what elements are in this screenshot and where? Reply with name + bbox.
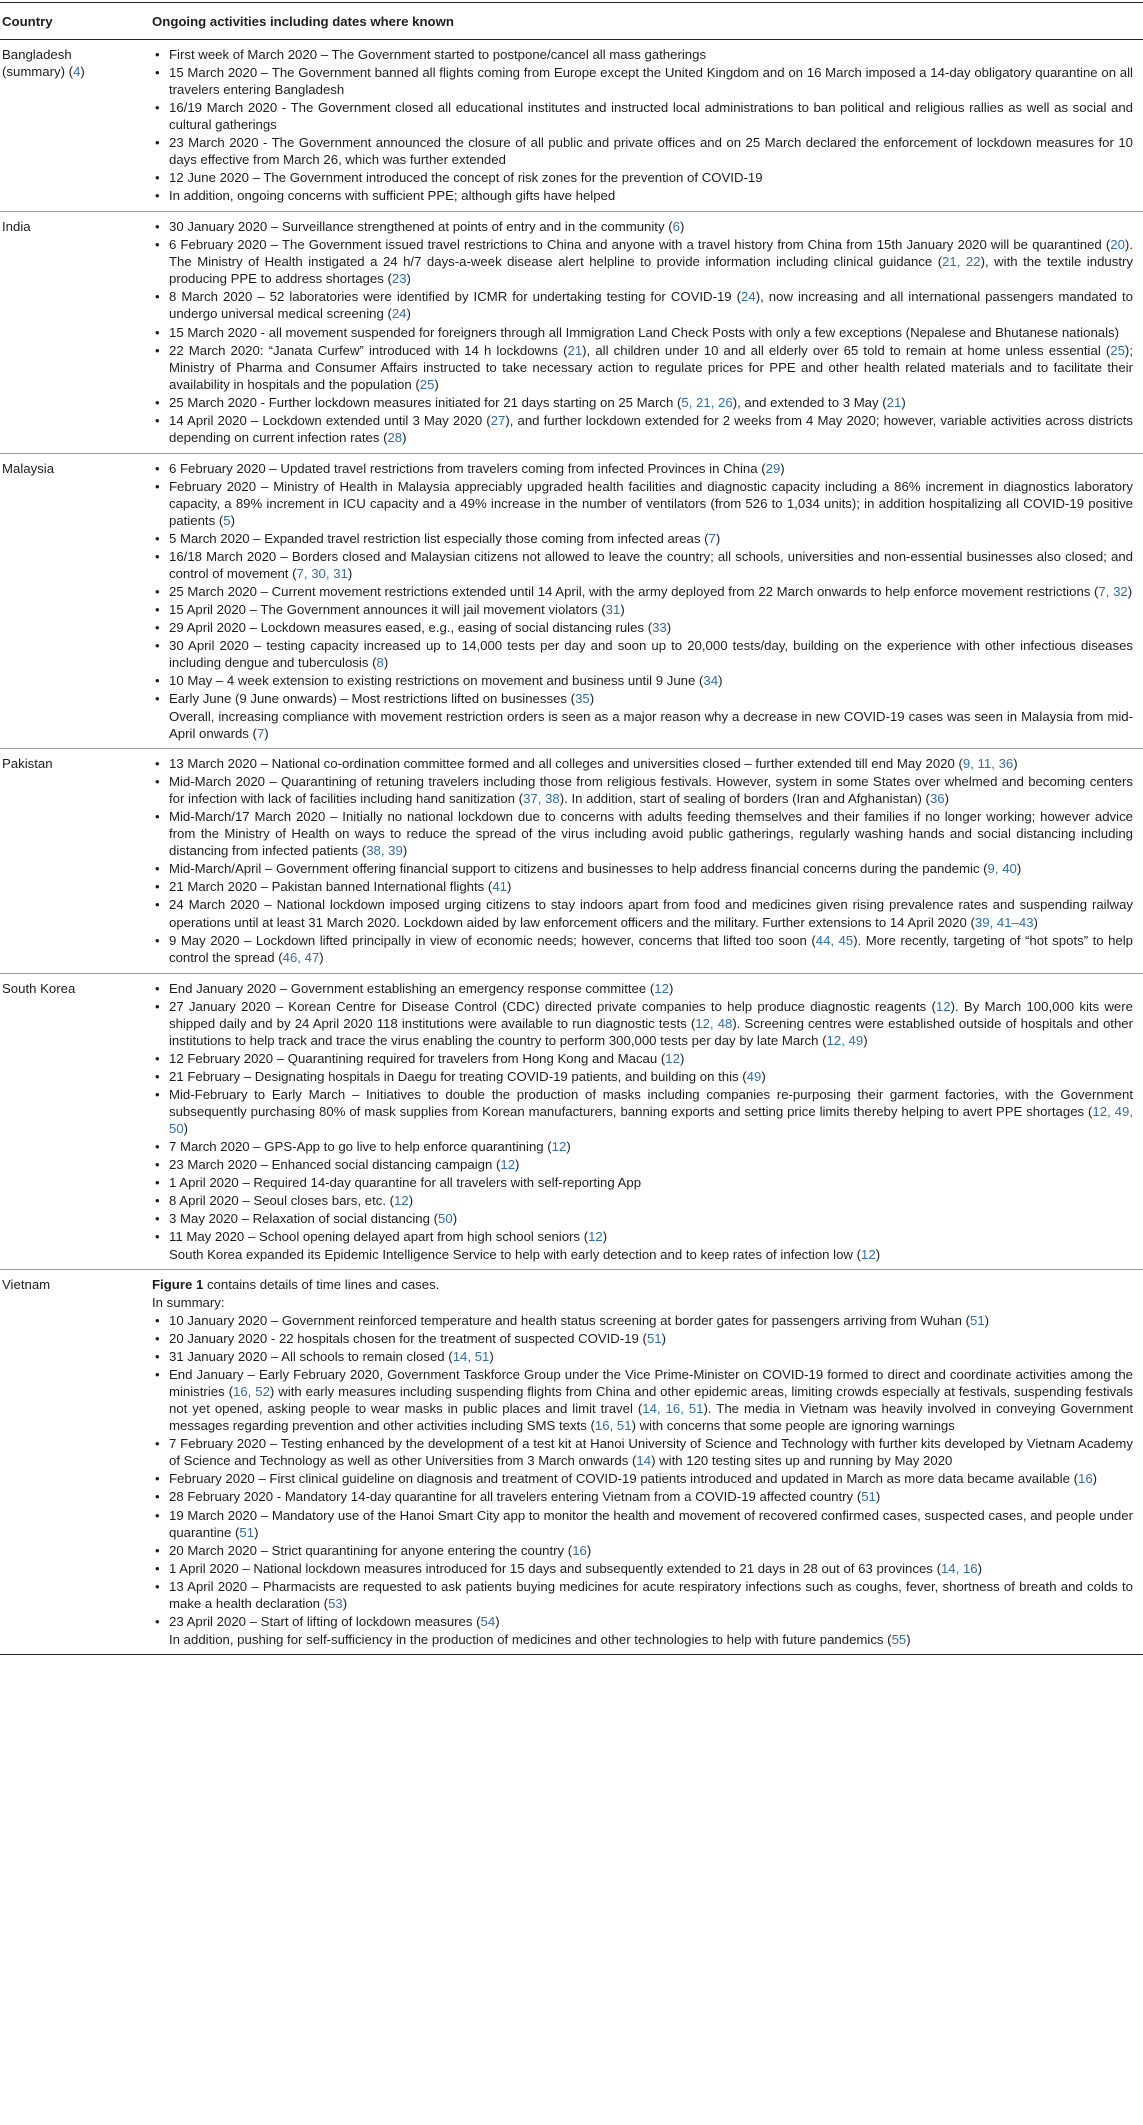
figure-intro (152, 1276, 1133, 1293)
reference-link[interactable]: 35 (575, 691, 590, 707)
table-header (0, 3, 1143, 40)
list-item: • 16/19 March 2020 - The Government closed all educational institutes and instructed local administrations to ban political and religious rallies as well as social and cultural gatherings (152, 99, 1133, 133)
reference-link[interactable]: 21 (567, 342, 583, 358)
reference-link[interactable]: 16 (1078, 1471, 1093, 1487)
reference-link[interactable]: 41 (492, 879, 507, 895)
reference-link[interactable]: 44, 45 (815, 932, 854, 948)
reference-link[interactable]: 7, 32 (1098, 583, 1128, 599)
reference-link[interactable]: 12 (861, 1247, 876, 1263)
list-item: • 13 April 2020 – Pharmacists are requested to ask patients buying medicines for acute respiratory infections such as coughs, fever, shortness of breath and colds to make a health declaration (53) (152, 1578, 1133, 1612)
reference-link[interactable]: 7, 30, 31 (296, 565, 348, 581)
reference-link[interactable]: 16 (572, 1542, 587, 1558)
reference-link[interactable]: 4 (73, 64, 81, 80)
list-item: • 20 January 2020 - 22 hospitals chosen for the treatment of suspected COVID-19 (51) (152, 1330, 1133, 1347)
list-item: • First week of March 2020 – The Government started to postpone/cancel all mass gatherings (152, 46, 1133, 63)
activities-cell (152, 755, 1143, 966)
table-row (0, 749, 1143, 973)
reference-link[interactable]: 54 (480, 1613, 496, 1629)
list-item: • 15 March 2020 – The Government banned all flights coming from Europe except the United Kingdom and on 16 March imposed a 14-day obligatory quarantine on all travelers entering Bangladesh (152, 64, 1133, 98)
table-row (0, 974, 1143, 1271)
reference-link[interactable]: 24 (391, 306, 407, 322)
reference-link[interactable]: 51 (861, 1489, 876, 1505)
list-item: • 13 March 2020 – National co-ordination committee formed and all colleges and universities closed – further extended till end May 2020 (9, 11, 36) (152, 755, 1133, 772)
activities-cell (152, 980, 1143, 1264)
reference-link[interactable]: 21 (886, 394, 902, 410)
reference-link[interactable]: 16, 52 (233, 1384, 270, 1400)
list-item: • 12 February 2020 – Quarantining required for travelers from Hong Kong and Macau (12) (152, 1050, 1133, 1067)
reference-link[interactable]: 25 (419, 376, 435, 392)
list-item: • 21 March 2020 – Pakistan banned International flights (41) (152, 878, 1133, 895)
reference-link[interactable]: 51 (969, 1313, 985, 1329)
reference-link[interactable]: 8 (376, 655, 384, 671)
country-name: Bangladesh (summary) (4) (2, 47, 85, 80)
reference-link[interactable]: 14 (636, 1453, 652, 1469)
reference-link[interactable]: 25 (1110, 342, 1125, 358)
figure-link[interactable]: Figure 1 (152, 1277, 204, 1293)
list-item: • 23 March 2020 - The Government announced the closure of all public and private offices and on 25 March declared the enforcement of lockdown measures for 10 days effective from March 26, which was further extended (152, 134, 1133, 168)
list-item: • 8 March 2020 – 52 laboratories were identified by ICMR for undertaking testing for COVID-19 (24), now increasing and all international passengers mandated to undergo universal medical screening (24) (152, 288, 1133, 322)
header-activities: Ongoing activities including dates where known (152, 14, 454, 29)
reference-link[interactable]: 38, 39 (366, 843, 403, 859)
reference-link[interactable]: 53 (328, 1595, 343, 1611)
reference-link[interactable]: 14, 16 (940, 1560, 978, 1576)
country-name: South Korea (2, 980, 76, 996)
activities-table (0, 2, 1143, 1655)
list-item: • Mid-March/April – Government offering financial support to citizens and businesses to help address financial concerns during the pandemic (9, 40) (152, 860, 1133, 877)
list-item: • 25 March 2020 – Current movement restrictions extended until 14 April, with the army deployed from 22 March onwards to help enforce movement restrictions (7, 32) (152, 583, 1133, 600)
reference-link[interactable]: 7 (708, 530, 716, 546)
header-country: Country (2, 14, 53, 29)
list-item: • End January 2020 – Government establishing an emergency response committee (12) (152, 980, 1133, 997)
reference-link[interactable]: 12 (665, 1050, 680, 1066)
reference-link[interactable]: 37, 38 (523, 791, 560, 807)
reference-link[interactable]: 23 (391, 271, 407, 287)
reference-link[interactable]: 29 (765, 460, 781, 476)
list-item: • Mid-March 2020 – Quarantining of retuning travelers including those from religious festivals. However, system in some States over whelmed and becoming centers for infection with lack of facilities including hand sanitization (37, 38). In addition, start of sealing of borders (Iran and Afghanistan) (36) (152, 773, 1133, 807)
activities-cell (152, 460, 1143, 743)
activity-list (152, 460, 1133, 707)
reference-link[interactable]: 12, 48 (695, 1015, 733, 1031)
activities-cell (152, 46, 1143, 205)
activity-list (152, 755, 1133, 965)
list-item: • 30 January 2020 – Surveillance strengthened at points of entry and in the community (6) (152, 218, 1133, 235)
list-item: • 24 March 2020 – National lockdown imposed urging citizens to stay indoors apart from food and medicines given rising prevalence rates and suspending railway operations until at least 31 March 2020. Lockdown aided by law enforcement officers and the military. Further extensions to 14 April 2020 (39, 41–43) (152, 896, 1133, 930)
reference-link[interactable]: 21, 22 (942, 254, 981, 270)
country-name: India (2, 219, 31, 235)
reference-link[interactable]: 12 (551, 1138, 567, 1154)
reference-link[interactable]: 31 (605, 601, 621, 617)
list-item: • 29 April 2020 – Lockdown measures eased, e.g., easing of social distancing rules (33) (152, 619, 1133, 636)
row-note: Overall, increasing compliance with movement restriction orders is seen as a major reason why a decrease in new COVID-19 cases was seen in Malaysia from mid-April onwards (7) (169, 709, 1133, 742)
activity-list (152, 46, 1133, 204)
list-item: • 31 January 2020 – All schools to remain closed (14, 51) (152, 1348, 1133, 1365)
list-item: • 22 March 2020: “Janata Curfew” introduced with 14 h lockdowns (21), all children under 10 and all elderly over 65 told to remain at home unless essential (25); Ministry of Pharma and Consumer Affairs instructed to take necessary action to regulate prices for PPE and other health related materials and to facilitate their availability in hospitals and the population (25) (152, 342, 1133, 393)
activities-cell (152, 218, 1143, 446)
list-item: • 10 May – 4 week extension to existing restrictions on movement and business until 9 June (34) (152, 672, 1133, 689)
activity-list (152, 1312, 1133, 1630)
summary-label: In summary: (152, 1295, 225, 1311)
reference-link[interactable]: 34 (703, 673, 719, 689)
list-item: • 16/18 March 2020 – Borders closed and Malaysian citizens not allowed to leave the country; all schools, universities and non-essential businesses also closed; and control of movement (7, 30, 31) (152, 548, 1133, 582)
list-item: • Mid-February to Early March – Initiatives to double the production of masks including companies re-purposing their garment factories, with the Government subsequently purchasing 80% of mask supplies from Korean manufacturers, banning exports and setting price limits thereby helping to avert PPE shortages (12, 49, 50) (152, 1086, 1133, 1137)
list-item: • 10 January 2020 – Government reinforced temperature and health status screening at border gates for passengers arriving from Wuhan (51) (152, 1312, 1133, 1329)
table-row (0, 1270, 1143, 1655)
table-row (0, 212, 1143, 453)
list-item: • February 2020 – Ministry of Health in Malaysia appreciably upgraded health facilities and diagnostic capacity including a 86% increment in diagnostics laboratory capacity, a 89% increment in ICU capacity and a 49% increase in the number of ventilators (from 526 to 1,034 units); in addition hospitalizing all COVID-19 positive patients (5) (152, 478, 1133, 529)
reference-link[interactable]: 5, 21, 26 (681, 394, 733, 410)
table-row (0, 454, 1143, 750)
list-item: • Mid-March/17 March 2020 – Initially no national lockdown due to concerns with adults feeding themselves and their families if no longer working; however advice from the Ministry of Health on ways to reduce the spread of the virus including avoid public gatherings, regularly washing hands and social distancing including distancing from infected patients (38, 39) (152, 808, 1133, 859)
list-item: • 15 March 2020 - all movement suspended for foreigners through all Immigration Land Check Posts with only a few exceptions (Nepalese and Bhutanese nationals) (152, 324, 1133, 341)
list-item: • 7 March 2020 – GPS-App to go live to help enforce quarantining (12) (152, 1138, 1133, 1155)
activities-cell (152, 1276, 1143, 1648)
reference-link[interactable]: 7 (256, 726, 265, 742)
list-item: • 19 March 2020 – Mandatory use of the Hanoi Smart City app to monitor the health and movement of recovered confirmed cases, suspected cases, and people under quarantine (51) (152, 1507, 1133, 1541)
reference-link[interactable]: 27 (490, 412, 506, 428)
reference-link[interactable]: 39, 41–43 (974, 914, 1034, 930)
list-item: • February 2020 – First clinical guideline on diagnosis and treatment of COVID-19 patients introduced and updated in March as more data became available (16) (152, 1470, 1133, 1487)
reference-link[interactable]: 24 (741, 289, 756, 305)
reference-link[interactable]: 12 (654, 980, 669, 996)
reference-link[interactable]: 14, 51 (452, 1349, 490, 1365)
reference-link[interactable]: 50 (438, 1211, 453, 1226)
reference-link[interactable]: 9, 11, 36 (962, 756, 1014, 772)
figure-intro-text: contains details of time lines and cases. (203, 1277, 440, 1293)
list-item: • 25 March 2020 - Further lockdown measures initiated for 21 days starting on 25 March (5, 21, 26), and extended to 3 May (21) (152, 394, 1133, 411)
reference-link[interactable]: 12 (935, 998, 951, 1014)
reference-link[interactable]: 14, 16, 51 (642, 1401, 704, 1417)
reference-link[interactable]: 12 (394, 1192, 409, 1208)
list-item: • 23 March 2020 – Enhanced social distancing campaign (12) (152, 1156, 1133, 1173)
reference-link[interactable]: 46, 47 (282, 949, 320, 965)
reference-link[interactable]: 20 (1110, 237, 1125, 253)
row-note: South Korea expanded its Epidemic Intelligence Service to help with early detection and to keep rates of infection low (12) (169, 1247, 881, 1263)
list-item: • In addition, ongoing concerns with sufficient PPE; although gifts have helped (152, 187, 1133, 204)
reference-link[interactable]: 12, 49, 50 (169, 1103, 1133, 1136)
reference-link[interactable]: 33 (652, 620, 667, 635)
list-item: • 3 May 2020 – Relaxation of social distancing (50) (152, 1210, 1133, 1227)
list-item: • 23 April 2020 – Start of lifting of lockdown measures (54) (152, 1613, 1133, 1630)
list-item: • 6 February 2020 – The Government issued travel restrictions to China and anyone with a travel history from China from 15th January 2020 will be quarantined (20). The Ministry of Health instigated a 24 h/7 days-a-week disease alert helpline to provide information including clinical guidance (21, 22), with the textile industry producing PPE to address shortages (23) (152, 236, 1133, 287)
activity-list (152, 218, 1133, 445)
reference-link[interactable]: 12, 49 (826, 1032, 864, 1048)
list-item: • End January – Early February 2020, Government Taskforce Group under the Vice Prime-Minister on COVID-19 formed to direct and coordinate activities among the ministries (16, 52) with early measures including suspending flights from China and other epidemic areas, limiting crowds especially at festivals, suspending festivals not yet opened, asking people to wear masks in public places and limit travel (14, 16, 51). The media in Vietnam was heavily involved in conveying Government messages regarding prevention and other activities including SMS texts (16, 51) with concerns that some people are ignoring warnings (152, 1366, 1133, 1434)
reference-link[interactable]: 51 (646, 1331, 662, 1347)
list-item: • 14 April 2020 – Lockdown extended until 3 May 2020 (27), and further lockdown extended for 2 weeks from 4 May 2020; however, variable activities across districts depending on current infection rates (28) (152, 412, 1133, 446)
reference-link[interactable]: 16, 51 (594, 1418, 632, 1434)
reference-link[interactable]: 36 (929, 791, 945, 807)
table-row (0, 40, 1143, 212)
list-item: • 1 April 2020 – Required 14-day quarantine for all travelers with self-reporting App (152, 1174, 1133, 1191)
reference-link[interactable]: 49 (746, 1068, 762, 1084)
list-item: • Early June (9 June onwards) – Most restrictions lifted on businesses (35) (152, 690, 1133, 707)
list-item: • 20 March 2020 – Strict quarantining for anyone entering the country (16) (152, 1542, 1133, 1559)
country-name: Malaysia (2, 460, 55, 476)
list-item: • 30 April 2020 – testing capacity increased up to 14,000 tests per day and soon up to 20,000 tests/day, building on the experience with other infectious diseases including dengue and tuberculosis (8) (152, 637, 1133, 671)
list-item: • 12 June 2020 – The Government introduced the concept of risk zones for the prevention of COVID-19 (152, 169, 1133, 186)
reference-link[interactable]: 9, 40 (987, 861, 1017, 877)
reference-link[interactable]: 51 (239, 1524, 255, 1540)
list-item: • 7 February 2020 – Testing enhanced by the development of a test kit at Hanoi University of Science and Technology with further kits developed by Vietnam Academy of Science and Technology as well as other Universities from 3 March onwards (14) with 120 testing sites up and running by May 2020 (152, 1435, 1133, 1469)
list-item: • 1 April 2020 – National lockdown measures introduced for 15 days and subsequently extended to 21 days in 28 out of 63 provinces (14, 16) (152, 1560, 1133, 1577)
country-name: Pakistan (2, 756, 53, 772)
list-item: • 5 March 2020 – Expanded travel restriction list especially those coming from infected areas (7) (152, 530, 1133, 547)
list-item: • 21 February – Designating hospitals in Daegu for treating COVID-19 patients, and building on this (49) (152, 1068, 1133, 1085)
list-item: • 6 February 2020 – Updated travel restrictions from travelers coming from infected Provinces in China (29) (152, 460, 1133, 477)
list-item: • 28 February 2020 - Mandatory 14-day quarantine for all travelers entering Vietnam from a COVID-19 affected country (51) (152, 1488, 1133, 1505)
list-item: • 15 April 2020 – The Government announces it will jail movement violators (31) (152, 601, 1133, 618)
row-note: In addition, pushing for self-sufficiency in the production of medicines and other technologies to help with future pandemics (55) (169, 1631, 911, 1647)
reference-link[interactable]: 55 (891, 1631, 907, 1647)
list-item: • 9 May 2020 – Lockdown lifted principally in view of economic needs; however, concerns that lifted too soon (44, 45). More recently, targeting of “hot spots” to help control the spread (46, 47) (152, 932, 1133, 966)
reference-link[interactable]: 5 (223, 512, 231, 528)
list-item: • 11 May 2020 – School opening delayed apart from high school seniors (12) (152, 1228, 1133, 1245)
reference-link[interactable]: 12 (500, 1156, 516, 1172)
list-item: • 27 January 2020 – Korean Centre for Disease Control (CDC) directed private companies to help produce diagnostic reagents (12). By March 100,000 kits were shipped daily and by 24 April 2020 118 institutions were available to run diagnostic tests (12, 48). Screening centres were established outside of hospitals and other institutions to help track and trace the virus enabling the country to perform 300,000 tests per day by late March (12, 49) (152, 998, 1133, 1049)
country-name: Vietnam (2, 1277, 51, 1293)
reference-link[interactable]: 6 (672, 219, 680, 235)
reference-link[interactable]: 28 (387, 429, 403, 445)
reference-link[interactable]: 12 (588, 1229, 603, 1245)
list-item: • 8 April 2020 – Seoul closes bars, etc. (12) (152, 1192, 1133, 1209)
activity-list (152, 980, 1133, 1245)
